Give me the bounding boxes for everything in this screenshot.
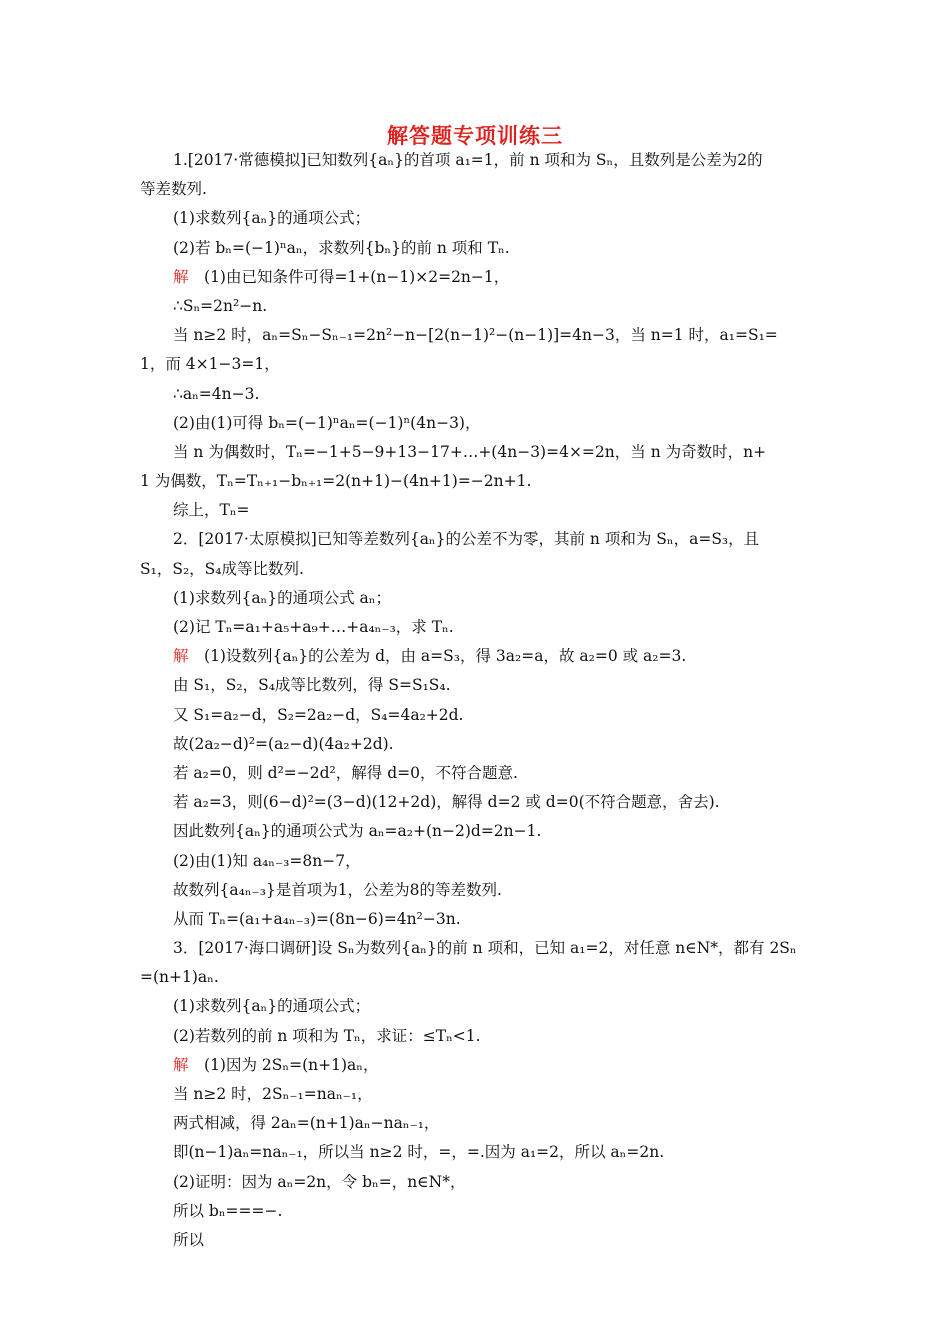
- text-line: [140, 701, 815, 730]
- line-text: (1)由已知条件可得=1+(n−1)×2=2n−1，: [188, 267, 510, 286]
- line-text: (2)由(1)可得 bₙ=(−1)ⁿaₙ=(−1)ⁿ(4n−3)，: [173, 413, 481, 432]
- line-text: =(n+1)aₙ.: [140, 968, 219, 987]
- line-text: 当 n≥2 时，2Sₙ₋₁=naₙ₋₁，: [173, 1085, 373, 1103]
- text-line: [140, 1226, 815, 1255]
- text-line: [140, 759, 815, 788]
- line-text: 故(2a₂−d)²=(a₂−d)(4a₂+2d).: [173, 734, 394, 753]
- text-line: [140, 1109, 815, 1138]
- line-text: (1)求数列{aₙ}的通项公式 aₙ；: [173, 588, 391, 607]
- text-line: [140, 1080, 815, 1109]
- line-text: 即(n−1)aₙ=naₙ₋₁，所以当 n≥2 时，=，=.因为 a₁=2，所以 aₙ=2n.: [173, 1143, 665, 1162]
- line-text: 当 n 为偶数时，Tₙ=−1+5−9+13−17+…+(4n−3)=4×=2n，当 n 为奇数时，n+: [173, 442, 767, 461]
- line-text: 1 为偶数，Tₙ=Tₙ₊₁−bₙ₊₁=2(n+1)−(4n+1)=−2n+1.: [140, 472, 532, 491]
- line-text: 等差数列.: [140, 180, 207, 199]
- line-text: (2)记 Tₙ=a₁+a₅+a₉+…+a₄ₙ₋₃，求 Tₙ.: [173, 618, 454, 636]
- text-line: [140, 350, 815, 379]
- line-text: (1)求数列{aₙ}的通项公式；: [173, 997, 371, 1016]
- text-line: [140, 1138, 815, 1167]
- line-text: ∴Sₙ=2n²−n.: [173, 296, 268, 315]
- line-text: (1)求数列{aₙ}的通项公式；: [173, 209, 371, 228]
- line-text: (2)证明：因为 aₙ=2n，令 bₙ=，n∈N*，: [173, 1172, 466, 1191]
- line-text: ∴aₙ=4n−3.: [173, 384, 260, 403]
- text-line: [140, 292, 815, 321]
- line-text: 因此数列{aₙ}的通项公式为 aₙ=a₂+(n−2)d=2n−1.: [173, 822, 542, 841]
- line-text: 由 S₁，S₂，S₄成等比数列，得 S=S₁S₄.: [173, 676, 451, 695]
- text-line: [140, 467, 815, 496]
- text-line: [140, 963, 815, 992]
- document-body: [140, 146, 815, 1255]
- text-line: [140, 992, 815, 1021]
- text-line: [140, 905, 815, 934]
- text-line: [140, 1168, 815, 1197]
- line-text: 2．[2017·太原模拟]已知等差数列{aₙ}的公差不为零，其前 n 项和为 Sₙ，a=S₃，且: [173, 530, 760, 549]
- line-text: 又 S₁=a₂−d，S₂=2a₂−d，S₄=4a₂+2d.: [173, 705, 464, 724]
- line-text: (1)设数列{aₙ}的公差为 d，由 a=S₃，得 3a₂=a，故 a₂=0 或 a₂=3.: [188, 647, 687, 666]
- line-text: 3．[2017·海口调研]设 Sₙ为数列{aₙ}的前 n 项和，已知 a₁=2，对任意 n∈N*，都有 2Sₙ: [173, 939, 797, 958]
- text-line: [140, 1051, 815, 1080]
- text-line: [140, 234, 815, 263]
- line-text: (2)若数列的前 n 项和为 Tₙ，求证：≤Tₙ<1.: [173, 1026, 481, 1045]
- text-line: [140, 555, 815, 584]
- line-text: 两式相减，得 2aₙ=(n+1)aₙ−naₙ₋₁，: [173, 1114, 440, 1133]
- text-line: [140, 817, 815, 846]
- line-text: (1)因为 2Sₙ=(n+1)aₙ，: [188, 1055, 379, 1074]
- text-line: [140, 525, 815, 554]
- line-text: 当 n≥2 时，aₙ=Sₙ−Sₙ₋₁=2n²−n−[2(n−1)²−(n−1)]=4n−3，当 n=1 时，a₁=S₁=: [173, 326, 778, 345]
- text-line: [140, 496, 815, 525]
- text-line: [140, 204, 815, 233]
- line-text: 若 a₂=3，则(6−d)²=(3−d)(12+2d)，解得 d=2 或 d=0(不符合题意，舍去).: [173, 793, 720, 812]
- text-line: [140, 438, 815, 467]
- text-line: [140, 380, 815, 409]
- page-title: 解答题专项训练三: [387, 123, 563, 148]
- text-line: [140, 1197, 815, 1226]
- solution-label: 解: [173, 267, 189, 286]
- text-line: [140, 1022, 815, 1051]
- text-line: [140, 409, 815, 438]
- line-text: 故数列{a₄ₙ₋₃}是首项为1，公差为8的等差数列.: [173, 880, 502, 899]
- line-text: S₁，S₂，S₄成等比数列.: [140, 559, 304, 578]
- text-line: [140, 175, 815, 204]
- line-text: 综上，Tₙ=: [173, 501, 250, 520]
- text-line: [140, 788, 815, 817]
- line-text: 从而 Tₙ=(a₁+a₄ₙ₋₃)=(8n−6)=4n²−3n.: [173, 909, 461, 928]
- line-text: (2)若 bₙ=(−1)ⁿaₙ，求数列{bₙ}的前 n 项和 Tₙ.: [173, 238, 510, 257]
- line-text: 所以 bₙ===−.: [173, 1201, 283, 1220]
- text-line: [140, 642, 815, 671]
- text-line: [140, 321, 815, 350]
- line-text: 1，而 4×1−3=1，: [140, 355, 280, 374]
- text-line: [140, 146, 815, 175]
- text-line: [140, 584, 815, 613]
- text-line: [140, 263, 815, 292]
- solution-label: 解: [173, 1055, 189, 1074]
- line-text: 1.[2017·常德模拟]已知数列{aₙ}的首项 a₁=1，前 n 项和为 Sₙ，且数列是公差为2的: [173, 151, 763, 169]
- text-line: [140, 613, 815, 642]
- text-line: [140, 934, 815, 963]
- solution-label: 解: [173, 647, 189, 666]
- text-line: [140, 876, 815, 905]
- line-text: 所以: [173, 1230, 205, 1249]
- text-line: [140, 847, 815, 876]
- text-line: [140, 730, 815, 759]
- line-text: (2)由(1)知 a₄ₙ₋₃=8n−7，: [173, 851, 361, 870]
- line-text: 若 a₂=0，则 d²=−2d²，解得 d=0，不符合题意.: [173, 763, 518, 782]
- text-line: [140, 671, 815, 700]
